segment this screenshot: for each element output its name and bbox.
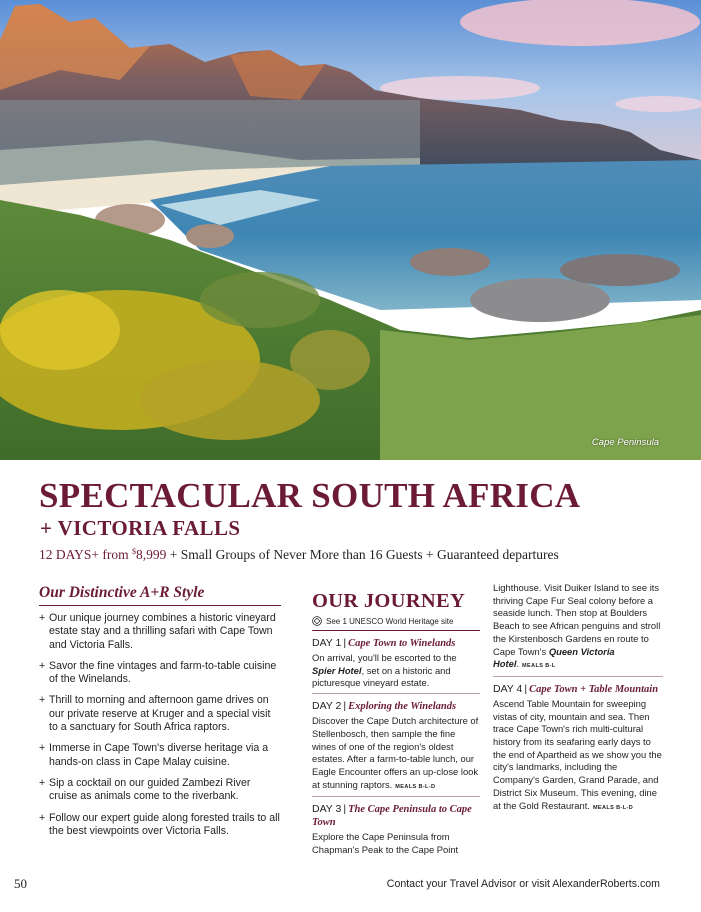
list-item-text: Savor the fine vintages and farm-to-table cuisine of the Winelands. [49,659,277,686]
distinctive-style-section [39,584,281,846]
page-subtitle: + VICTORIA FALLS [40,516,241,540]
hotel-name: Spier Hotel [312,664,362,676]
day-text: Explore the Cape Peninsula from Chapman's Peak to the Cape Point [312,831,459,856]
footer-contact: Contact your Travel Advisor or visit AlexanderRoberts.com [386,878,660,890]
price-currency: $ [132,547,137,556]
day-route: The Cape Peninsula to Cape Town [312,804,472,829]
photo-caption: Cape Peninsula [591,437,659,448]
meals-note: MEALS B-L [522,663,556,670]
trip-price: 8,999 [136,547,167,562]
plus-icon: + [39,612,46,624]
day-entry-2 [312,700,480,797]
day-heading [312,700,480,713]
day-description [312,831,480,859]
day-route: Cape Town + Table Mountain [529,683,659,695]
day-label: DAY 4 [493,682,523,695]
day-separator: | [524,682,528,695]
day-label: DAY 3 [312,803,342,816]
day-text: On arrival, you'll be escorted to the [312,652,457,663]
day-text: Discover the Cape Dutch architecture of Stellenbosch, then sample the fine wines of one of the region's oldest estates. After a farm-to-table lunch, our Eagle Encounter offers an up-close look at stunning raptors. [312,715,479,790]
page-number: 50 [14,876,27,891]
hotel-name: Queen Victoria Hotel [493,645,615,670]
unesco-text: See 1 UNESCO World Heritage site [326,616,454,626]
list-item-text: Follow our expert guide along forested trails to all the best viewpoints over Victoria Falls. [49,811,280,837]
list-item [39,742,281,769]
meals-note: MEALS B-L-D [395,783,436,790]
day-description [312,715,480,797]
day-separator: | [343,637,347,649]
day-description [493,582,663,677]
day-heading [312,803,480,829]
list-item-text: Our unique journey combines a historic vineyard estate stay and a thrilling safari with Cape Town and Victoria Falls. [49,612,276,651]
plus-icon: + [39,694,46,707]
list-item-text: Sip a cocktail on our guided Zambezi River cruise as animals come to the riverbank. [49,776,251,803]
list-item [39,777,281,804]
style-list [39,612,281,838]
list-item [39,660,281,687]
day-label: DAY 1 [312,637,342,649]
day-text: . [516,658,520,670]
day-heading [493,683,663,696]
unesco-heritage-icon [312,616,322,626]
trip-duration: 12 DAYS [39,547,92,562]
day-separator: | [343,700,347,713]
day-route: Cape Town to Winelands [348,638,456,649]
plus-icon: + [39,742,46,755]
list-item [39,812,281,839]
journey-continued [493,582,663,817]
day-route: Exploring the Winelands [348,701,457,713]
day-label: DAY 2 [312,700,342,713]
day-text: Lighthouse. Visit Duiker Island to see its thriving Cape Fur Seal colony before a seaside lunch. Then stop at Boulders Beach to see African penguins and stroll the Kirstenbosch Gardens en route to Cape Town's [493,582,661,657]
unesco-note [312,616,480,631]
day-description [493,698,663,817]
list-item [39,612,281,652]
price-prefix: + from [91,547,133,562]
list-item-text: Thrill to morning and afternoon game drives on our private reserve at Kruger and a special visit to a sanctuary for South Africa raptors. [49,694,271,734]
day-entry-1 [312,637,480,694]
plus-icon: + [39,659,46,672]
day-separator: | [343,803,347,816]
day-entry-4 [493,683,663,817]
list-item [39,694,281,734]
day-text: , set on a historic and picturesque vineyard estate. [312,664,451,689]
journey-heading: OUR JOURNEY [312,590,466,612]
trip-features: + Small Groups of Never More than 16 Guests + Guaranteed departures [166,547,559,562]
plus-icon: + [39,811,46,824]
list-item-text: Immerse in Cape Town's diverse heritage via a hands-on class in Cape Malay cuisine. [49,742,269,768]
day-text: Ascend Table Mountain for sweeping vistas of city, mountain and sea. Then trace Cape Town's rich multi-cultural history from its seafaring early days to the end of Apartheid as we show you the city's landmarks, including the Company's Garden, Grand Parade, and District Six Museum. This evening, dine at the Gold Restaurant. [493,697,662,811]
day-description [312,652,480,694]
day-entry-3 [312,803,480,859]
day-heading [312,637,480,650]
trip-summary-line [39,547,559,563]
style-heading: Our Distinctive A+R Style [39,584,281,606]
journey-section [312,589,480,860]
meals-note: MEALS B-L-D [592,804,634,811]
plus-icon: + [39,776,46,789]
page-title: SPECTACULAR SOUTH AFRICA [39,476,581,515]
